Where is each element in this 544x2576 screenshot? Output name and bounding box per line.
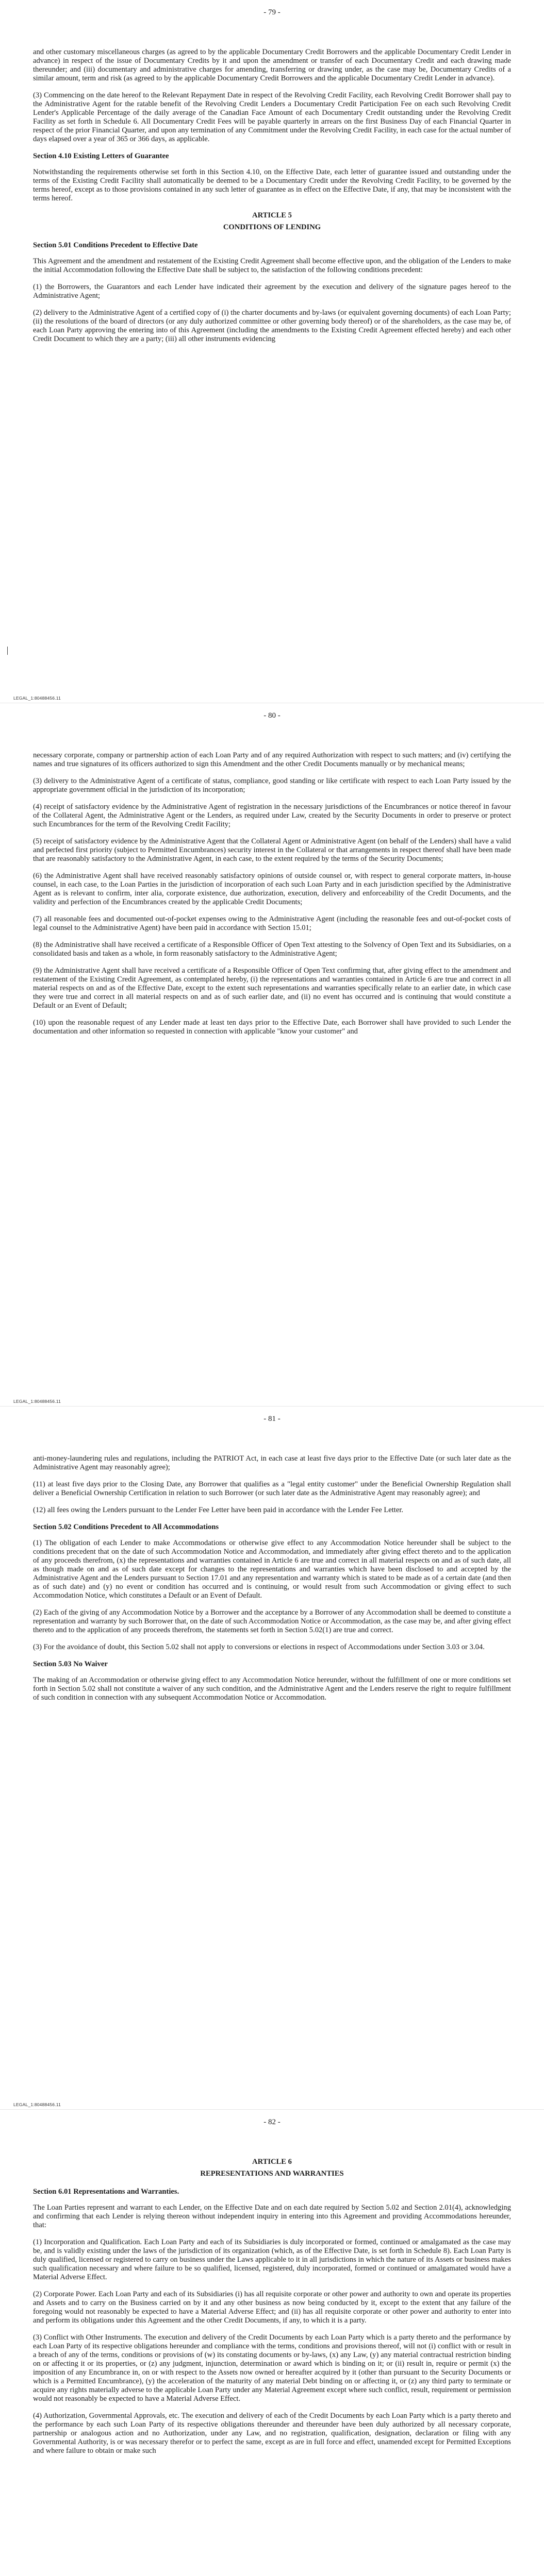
paragraph: (6) the Administrative Agent shall have received reasonably satisfactory opinions of outside counsel or, with respect to general corporate matters, in-house counsel, in each case, to the Loan Parties in the jurisdiction of incorporation of each such Loan Party and in each jurisdiction specified by the Administrative Agent as is relevant to confirm, inter alia, corporate existence, due authorization, execution, delivery and enforceability of the Credit Documents, and the validity and perfection of the Encumbrances created by the applicable Credit Documents; <box>33 872 511 906</box>
paragraph: (1) The obligation of each Lender to make Accommodations or otherwise give effect to any Accommodation Notice hereunder shall be subject to the conditions precedent that on the date of such Accommodation Notice and Accommodation, and immediately after giving effect thereto and to the application of any proceeds therefrom, (x) the representations and warranties contained in Article 6 are true and correct in all material respects on and as of such date, all as though made on and as of such date except for changes to the representations and warranties which have been disclosed to and accepted by the Administrative Agent and the Lenders pursuant to Section 17.01 and any representation and warranty which is stated to be made as of a certain date (and then as of such date) and (y) no event or condition has occurred and is continuing, or would result from such Accommodation or giving effect to such Accommodation Notice, which constitutes a Default or an Event of Default. <box>33 1539 511 1600</box>
paragraph: (11) at least five days prior to the Closing Date, any Borrower that qualifies as a "legal entity customer" under the Beneficial Ownership Regulation shall deliver a Beneficial Ownership Certification in relation to such Borrower (or such later date as the Administrative Agent may reasonably agree); and <box>33 1480 511 1497</box>
page-content <box>33 48 511 344</box>
paragraph: This Agreement and the amendment and restatement of the Existing Credit Agreement shall become effective upon, and the obligation of the Lenders to make the initial Accommodation following the Effective Date shall be subject to, the satisfaction of the following conditions precedent: <box>33 257 511 274</box>
paragraph: (3) Commencing on the date hereof to the Relevant Repayment Date in respect of the Revolving Credit Facility, each Revolving Credit Borrower shall pay to the Administrative Agent for the ratable benefit of the Revolving Credit Lenders a Documentary Credit Participation Fee on each such Revolving Credit Lender's Applicable Percentage of the daily average of the Canadian Face Amount of each Documentary Credit outstanding under the Revolving Credit Facility as set forth in Schedule 6. All Documentary Credit Fees will be payable quarterly in arrears on the first Business Day of each Financial Quarter in respect of the prior Financial Quarter, and upon any termination of any Commitment under the Revolving Credit Facility, in each case for the actual number of days elapsed over a year of 365 or 366 days, as applicable. <box>33 91 511 143</box>
paragraph: (1) Incorporation and Qualification. Each Loan Party and each of its Subsidiaries is duly incorporated or formed, continued or amalgamated as the case may be, and is validly existing under the laws of the jurisdiction of its organization (which, as of the Effective Date, is set forth in Schedule 8). Each Loan Party is duly qualified, licensed or registered to carry on business under the Laws applicable to it in all jurisdictions in which the nature of its Assets or business makes such qualification necessary and where failure to be so qualified, licensed, registered, duly incorporated, formed or continued or amalgamated would have a Material Adverse Effect. <box>33 2238 511 2281</box>
page-content <box>33 1454 511 1702</box>
paragraph: (4) receipt of satisfactory evidence by the Administrative Agent of registration in the necessary jurisdictions of the Encumbrances or notice thereof in favour of the Collateral Agent, the Administrative Agent or the Lenders, as required under Law, created by the Security Documents in order to preserve or protect such Encumbrances for the term of the Revolving Credit Facility; <box>33 803 511 828</box>
footer-label: LEGAL_1:80488456.11 <box>13 1399 61 1404</box>
document-page <box>0 2110 544 2576</box>
page-content <box>33 751 511 1036</box>
paragraph: (2) Each of the giving of any Accommodation Notice by a Borrower and the acceptance by a Borrower of any Accommodation shall be deemed to constitute a representation and warranty by such Borrower that, on the date of such Accommodation Notice or Accommodation, as the case may be, and after giving effect thereto and to the application of any proceeds therefrom, the statements set forth in Section 5.02(1) are true and correct. <box>33 1608 511 1634</box>
paragraph: and other customary miscellaneous charges (as agreed to by the applicable Documentary Credit Borrowers and the applicable Documentary Credit Lender in advance) in respect of the issue of Documentary Credits by it and upon the amendment or transfer of each Documentary Credit and each drawing made thereunder; and (iii) documentary and administrative charges for amending, transferring or drawing under, as the case may be, Documentary Credits of a similar amount, term and risk (as agreed to by the applicable Documentary Credit Borrowers and the applicable Documentary Credit Lender in advance). <box>33 48 511 82</box>
paragraph: necessary corporate, company or partnership action of each Loan Party and of any required Authorization with respect to such matters; and (iv) certifying the names and true signatures of its officers authorized to sign this Amendment and the other Credit Documents manually or by mechanical means; <box>33 751 511 768</box>
article-title: REPRESENTATIONS AND WARRANTIES <box>200 2170 344 2178</box>
paragraph: (2) Corporate Power. Each Loan Party and each of its Subsidiaries (i) has all requisite corporate or other power and authority to own and operate its properties and Assets and to carry on the Business carried on by it and any other business as now being conducted by it, except to the extent that any failure of the foregoing would not reasonably be expected to have a Material Adverse Effect; and (ii) has all requisite corporate or other power and authority to enter into and perform its obligations under this Agreement and the other Credit Documents, if any, to which it is a party. <box>33 2290 511 2325</box>
section-heading: Section 5.02 Conditions Precedent to All Accommodations <box>33 1523 219 1531</box>
page-number: - 80 - <box>263 711 281 720</box>
paragraph: (2) delivery to the Administrative Agent of a certified copy of (i) the charter documents and by-laws (or equivalent governing documents) of each Loan Party; (ii) the resolutions of the board of directors (or any duly authorized committee or other governing body thereof) or of the shareholders, as the case may be, of each Loan Party approving the entering into of this Agreement (including the amendments to the Existing Credit Agreement effected hereby) and each other Credit Document to which they are a party; (iii) all other instruments evidencing <box>33 309 511 343</box>
paragraph: (5) receipt of satisfactory evidence by the Administrative Agent that the Collateral Agent or Administrative Agent (on behalf of the Lenders) shall have a valid and perfected first priority (subject to Permitted Encumbrances) security interest in the Collateral or that arrangements in respect thereof shall have been made that are reasonably satisfactory to the Administrative Agent, in each case, to the extent required by the terms of the Security Documents; <box>33 837 511 863</box>
footer-label: LEGAL_1:80488456.11 <box>13 2102 61 2107</box>
footer-label: LEGAL_1:80488456.11 <box>13 696 61 701</box>
paragraph: (1) the Borrowers, the Guarantors and each Lender have indicated their agreement by the execution and delivery of the signature pages hereof to the Administrative Agent; <box>33 283 511 300</box>
section-heading: Section 5.03 No Waiver <box>33 1660 108 1668</box>
paragraph: The Loan Parties represent and warrant to each Lender, on the Effective Date and on each date required by Section 5.02 and Section 2.01(4), acknowledging and confirming that each Lender is relying thereon without independent inquiry in entering into this Agreement and providing Accommodations hereunder, that: <box>33 2204 511 2229</box>
page-number: - 79 - <box>263 8 281 16</box>
paragraph: (8) the Administrative shall have received a certificate of a Responsible Officer of Open Text attesting to the Solvency of Open Text and its Subsidiaries, on a consolidated basis and taken as a whole, in form reasonably satisfactory to the Administrative Agent; <box>33 941 511 958</box>
paragraph: (9) the Administrative Agent shall have received a certificate of a Responsible Officer of Open Text confirming that, after giving effect to the amendment and restatement of the Existing Credit Agreement, as contemplated hereby, (i) the representations and warranties contained in Article 6 are true and correct in all material respects on and as of the Effective Date, except to the extent such representations and warranties specifically relate to an earlier date, in which case they were true and correct in all material respects on and as of such earlier date, and (ii) no event has occurred and is continuing that would constitute a Default or an Event of Default; <box>33 967 511 1010</box>
paragraph: (3) delivery to the Administrative Agent of a certificate of status, compliance, good standing or like certificate with respect to each Loan Party issued by the appropriate government official in the jurisdiction of its incorporation; <box>33 777 511 794</box>
revision-bar <box>7 647 8 655</box>
page-content <box>33 2158 511 2455</box>
paragraph: (12) all fees owing the Lenders pursuant to the Lender Fee Letter have been paid in accordance with the Lender Fee Letter. <box>33 1506 404 1514</box>
article-number: ARTICLE 5 <box>252 211 292 219</box>
section-heading: Section 5.01 Conditions Precedent to Effective Date <box>33 241 198 249</box>
paragraph: (10) upon the reasonable request of any Lender made at least ten days prior to the Effective Date, each Borrower shall have provided to such Lender the documentation and other information so requested in connection with applicable "know your customer" and <box>33 1019 511 1036</box>
paragraph: Notwithstanding the requirements otherwise set forth in this Section 4.10, on the Effective Date, each letter of guarantee issued and outstanding under the terms of the Existing Credit Facility shall automatically be deemed to be a Documentary Credit under the Revolving Credit Facility, to be governed by the terms hereof, except as to those provisions contained in any such letter of guarantee as in effect on the Effective Date, if any, that may be inconsistent with the terms hereof. <box>33 168 511 202</box>
article-title: CONDITIONS OF LENDING <box>223 223 321 231</box>
paragraph: (3) For the avoidance of doubt, this Section 5.02 shall not apply to conversions or elections in respect of Accommodations under Section 3.03 or 3.04. <box>33 1643 485 1651</box>
paragraph: anti-money-laundering rules and regulations, including the PATRIOT Act, in each case at least five days prior to the Effective Date (or such later date as the Administrative Agent may reasonably agree); <box>33 1454 511 1471</box>
paragraph: The making of an Accommodation or otherwise giving effect to any Accommodation Notice hereunder, without the fulfillment of one or more conditions set forth in Section 5.02 shall not constitute a waiver of any such condition, and the Administrative Agent and the Lenders reserve the right to require fulfillment of such condition in connection with any subsequent Accommodation Notice or Accommodation. <box>33 1676 511 1702</box>
document-page <box>0 1406 544 2110</box>
page-number: - 81 - <box>263 1415 281 1423</box>
article-number: ARTICLE 6 <box>252 2158 292 2166</box>
paragraph: (3) Conflict with Other Instruments. The execution and delivery of the Credit Documents by each Loan Party which is a party thereto and the performance by each Loan Party of its respective obligations hereunder and compliance with the terms, conditions and provisions thereof, will not (i) conflict with or result in a breach of any of the terms, conditions or provisions of (w) its constating documents or by-laws, (x) any Law, (y) any material contractual restriction binding on or affecting it or its properties, or (z) any judgment, injunction, determination or award which is binding on it; or (ii) result in, require or permit (x) the imposition of any Encumbrance in, on or with respect to the Assets now owned or hereafter acquired by it (other than pursuant to the Security Documents or which is a Permitted Encumbrance), (y) the acceleration of the maturity of any material Debt binding on or affecting it, or (z) any third party to terminate or acquire any rights materially adverse to the applicable Loan Party under any Material Agreement except where such conflict, result, requirement or permission would not reasonably be expected to have a Material Adverse Effect. <box>33 2333 511 2403</box>
document-page <box>0 0 544 703</box>
section-heading: Section 4.10 Existing Letters of Guarantee <box>33 152 169 160</box>
paragraph: (7) all reasonable fees and documented out-of-pocket expenses owing to the Administrative Agent (including the reasonable fees and out-of-pocket costs of legal counsel to the Administrative Agent) have been paid in accordance with Section 15.01; <box>33 915 511 932</box>
page-number: - 82 - <box>263 2118 281 2126</box>
document-page <box>0 703 544 1406</box>
paragraph: (4) Authorization, Governmental Approvals, etc. The execution and delivery of each of the Credit Documents by each Loan Party which is a party thereto and the performance by each such Loan Party of its respective obligations thereunder and thereunder have been duly authorized by all necessary corporate, partnership or analogous action and no Authorization, under any Law, and no registration, qualification, designation, declaration or filing with any Governmental Authority, is or was necessary therefor or to perfect the same, except as are in full force and effect, unamended except for Permitted Exceptions and where failure to obtain or make such <box>33 2412 511 2455</box>
section-heading: Section 6.01 Representations and Warranties. <box>33 2188 179 2196</box>
